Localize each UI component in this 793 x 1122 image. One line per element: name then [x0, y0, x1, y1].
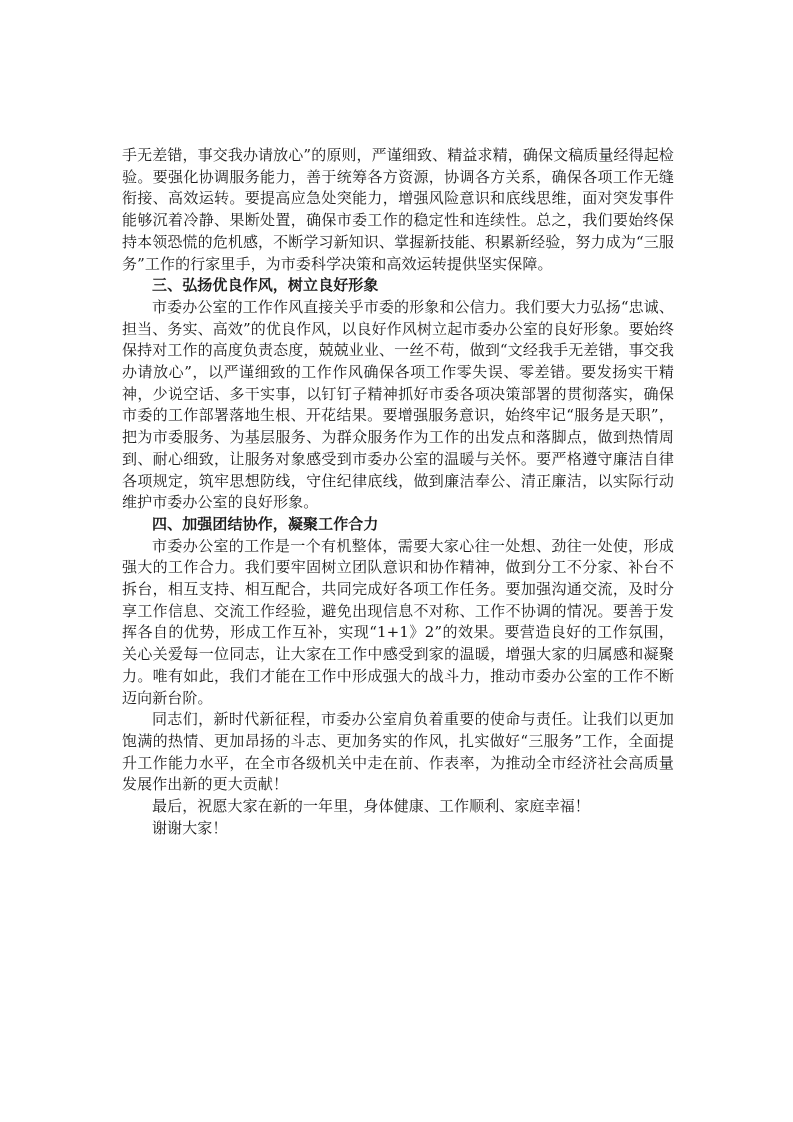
body-paragraph: 同志们，新时代新征程，市委办公室肩负着重要的使命与责任。让我们以更加饱满的热情、更加昂扬的斗志、更加务实的作风，扎实做好“三服务”工作，全面提升工作能力水平，在全市各级机关中走在前、作表率，为推动全市经济社会高质量发展作出新的更大贡献！: [122, 710, 674, 794]
body-paragraph: 手无差错，事交我办请放心”的原则，严谨细致、精益求精，确保文稿质量经得起检验。要强化协调服务能力，善于统筹各方资源，协调各方关系，确保各项工作无缝衔接、高效运转。要提高应急处突能力，增强风险意识和底线思维，面对突发事件能够沉着冷静、果断处置，确保市委工作的稳定性和连续性。总之，我们要始终保持本领恐慌的危机感，不断学习新知识、掌握新技能、积累新经验，努力成为“三服务”工作的行家里手，为市委科学决策和高效运转提供坚实保障。: [122, 146, 674, 273]
body-paragraph: 最后，祝愿大家在新的一年里，身体健康、工作顺利、家庭幸福！: [152, 797, 590, 816]
section-heading: 三、弘扬优良作风，树立良好形象: [152, 276, 379, 295]
body-paragraph: 市委办公室的工作是一个有机整体，需要大家心往一处想、劲往一处使，形成强大的工作合力。我们要牢固树立团队意识和协作精神，做到分工不分家、补台不拆台，相互支持、相互配合，共同完成好各项工作任务。要加强沟通交流，及时分享工作信息、交流工作经验，避免出现信息不对称、工作不协调的情况。要善于发挥各自的优势，形成工作互补，实现“1+1》2”的效果。要营造良好的工作氛围，关心关爱每一位同志，让大家在工作中感受到家的温暖，增强大家的归属感和凝聚力。唯有如此，我们才能在工作中形成强大的战斗力，推动市委办公室的工作不断迈向新台阶。: [122, 536, 674, 707]
body-paragraph: 市委办公室的工作作风直接关乎市委的形象和公信力。我们要大力弘扬“忠诚、担当、务实、高效”的优良作风，以良好作风树立起市委办公室的良好形象。要始终保持对工作的高度负责态度，兢兢业业、一丝不苟，做到“文经我手无差错，事交我办请放心”，以严谨细致的工作作风确保各项工作零失误、零差错。要发扬实干精神，少说空话、多干实事，以钉钉子精神抓好市委各项决策部署的贯彻落实，确保市委的工作部署落地生根、开花结果。要增强服务意识，始终牢记“服务是天职”，把为市委服务、为基层服务、为群众服务作为工作的出发点和落脚点，做到热情周到、耐心细致，让服务对象感受到市委办公室的温暖与关怀。要严格遵守廉洁自律各项规定，筑牢思想防线，守住纪律底线，做到廉洁奉公、清正廉洁，以实际行动维护市委办公室的良好形象。: [122, 297, 674, 512]
document-page: [122, 145, 674, 840]
closing-paragraph: 谢谢大家！: [152, 818, 228, 837]
section-heading: 四、加强团结协作，凝聚工作合力: [152, 514, 379, 533]
